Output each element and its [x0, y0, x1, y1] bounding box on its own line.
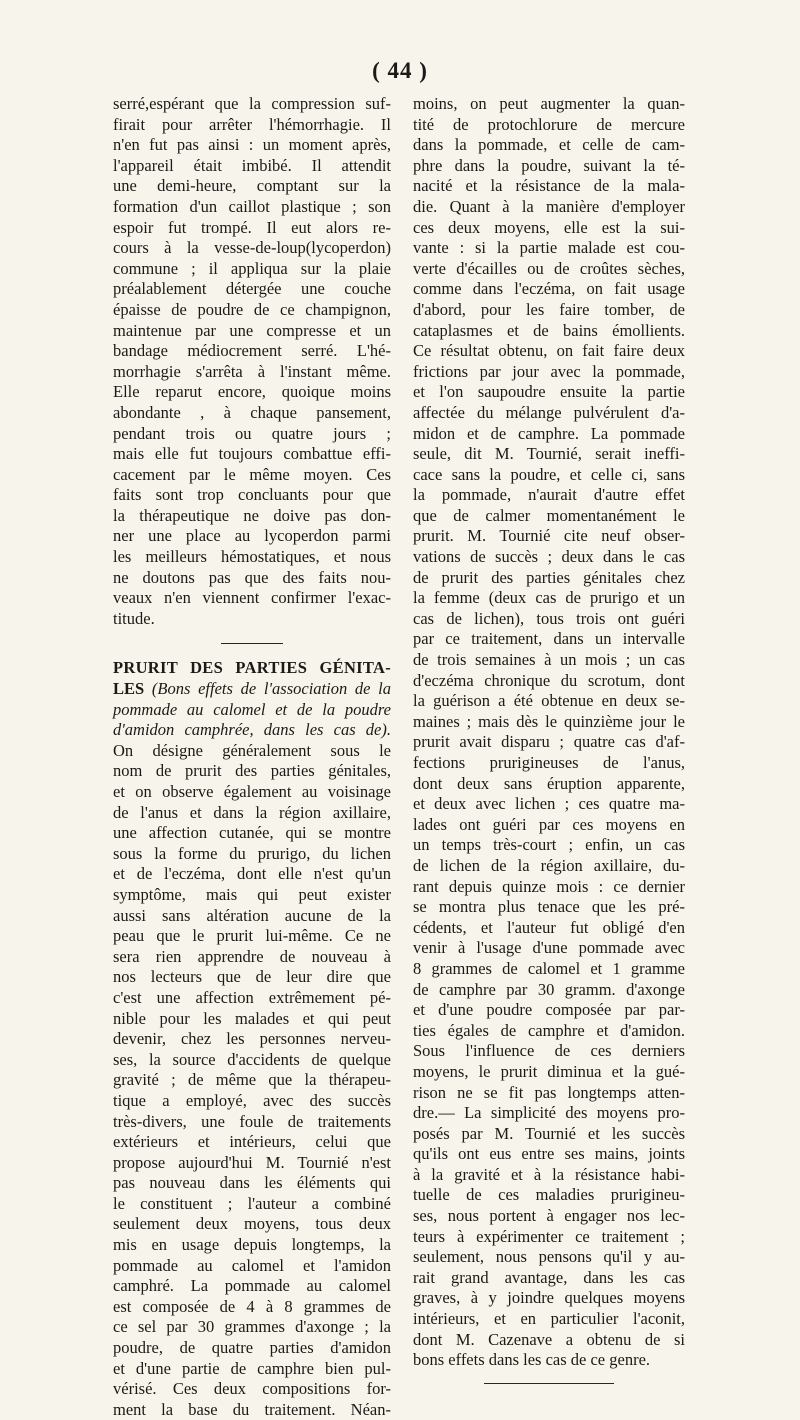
- text-line: et d'une partie de camphre bien pul-: [113, 1358, 391, 1378]
- text-line: dans la pommade, et celle de cam-: [413, 135, 685, 155]
- text-line: graves, à y joindre quelques moyens: [413, 1288, 685, 1308]
- text-line: rait grand avantage, dans les cas: [413, 1267, 685, 1287]
- text-line: les meilleurs hémostatiques, et nous: [113, 547, 391, 567]
- text-line: seulement deux moyens, tous deux: [113, 1214, 391, 1234]
- text-line: une demi-heure, comptant sur la: [113, 176, 391, 196]
- text-line: nom de prurit des parties génitales,: [113, 761, 391, 781]
- text-line: sera rien apprendre de nouveau à: [113, 946, 391, 966]
- text-line: et d'une poudre composée par par-: [413, 1000, 685, 1020]
- text-line: la femme (deux cas de prurigo et un: [413, 588, 685, 608]
- text-line: ce sel par 30 grammes d'axonge ; la: [113, 1317, 391, 1337]
- paragraph-hemorrhage: [113, 94, 391, 629]
- text-line: abondante , à chaque pansement,: [113, 402, 391, 422]
- heading-subtitle-3: d'amidon camphrée, dans les cas de).: [113, 720, 391, 740]
- text-line: commune ; il appliqua sur la plaie: [113, 258, 391, 278]
- text-line: la pommade, n'aurait d'autre effet: [413, 485, 685, 505]
- text-line: 8 grammes de calomel et 1 gramme: [413, 958, 685, 978]
- text-line: ces deux moyens, elle est la sui-: [413, 217, 685, 237]
- text-line: nible pour les malades et qui peut: [113, 1008, 391, 1028]
- text-line: prurit. M. Tournié cite neuf obser-: [413, 526, 685, 546]
- text-line: extérieurs et intérieurs, celui que: [113, 1132, 391, 1152]
- text-line: et de l'eczéma, dont elle n'est qu'un: [113, 864, 391, 884]
- text-line: de lichen de la région axillaire, du-: [413, 855, 685, 875]
- text-line: cours à la vesse-de-loup(lycoperdon): [113, 238, 391, 258]
- text-line: pas nouveau dans les éléments qui: [113, 1173, 391, 1193]
- text-line: ties égales de camphre et d'amidon.: [413, 1020, 685, 1040]
- text-line: vations de succès ; deux dans le cas: [413, 547, 685, 567]
- text-line: cace sans la poudre, et celle ci, sans: [413, 464, 685, 484]
- text-line: le constituent ; l'auteur a combiné: [113, 1193, 391, 1213]
- text-line: tique a employé, avec des succès: [113, 1090, 391, 1110]
- article-heading: [113, 658, 391, 740]
- text-line: nos lecteurs que de leur dire que: [113, 967, 391, 987]
- text-line: aussi sans altération aucune de la: [113, 905, 391, 925]
- text-line: prurit avait disparu ; quatre cas d'af-: [413, 732, 685, 752]
- text-line: venir à l'usage d'une pommade avec: [413, 938, 685, 958]
- text-line: et deux avec lichen ; ces quatre ma-: [413, 794, 685, 814]
- text-line: vérisé. Ces deux compositions for-: [113, 1379, 391, 1399]
- text-line: seule, dit M. Tournié, serait ineffi-: [413, 444, 685, 464]
- text-line: serré,espérant que la compression suf-: [113, 94, 391, 113]
- text-line: mais elle fut toujours combattue effi-: [113, 444, 391, 464]
- text-line: faits sont trop concluants pour que: [113, 485, 391, 505]
- text-line: préalablement détergée une couche: [113, 279, 391, 299]
- text-line: comme dans l'eczéma, on fait usage: [413, 279, 685, 299]
- text-line: que de calmer momentanément le: [413, 505, 685, 525]
- left-column: [113, 94, 391, 1420]
- heading-subtitle-1: (Bons effets de l'association de la: [151, 679, 392, 699]
- heading-title-line-2: [113, 679, 391, 700]
- text-line: rison ne se fit pas longtemps atten-: [413, 1082, 685, 1102]
- text-line: symptôme, mais qui peut exister: [113, 884, 391, 904]
- text-line: dont M. Cazenave a obtenu de si: [413, 1329, 685, 1349]
- text-line: l'appareil était imbibé. Il attendit: [113, 155, 391, 175]
- text-line: moyens, le prurit diminua et la gué-: [413, 1061, 685, 1081]
- text-line: ses, la source d'accidents de quelque: [113, 1049, 391, 1069]
- text-line: d'eczéma chronique du scrotum, dont: [413, 670, 685, 690]
- text-line: midon et de camphre. La pommade: [413, 423, 685, 443]
- right-column: [413, 94, 685, 1384]
- text-line: rant depuis quinze mois : ce dernier: [413, 876, 685, 896]
- text-line: ses, nous portent à engager nos lec-: [413, 1206, 685, 1226]
- text-line: espoir fut trompé. Il eut alors re-: [113, 217, 391, 237]
- text-line: se montra plus tenace que les pré-: [413, 897, 685, 917]
- text-line: teurs à expérimenter ce traitement ;: [413, 1226, 685, 1246]
- text-line: pommade au calomel et l'amidon: [113, 1255, 391, 1275]
- text-line: maintenue par une compresse et un: [113, 320, 391, 340]
- text-line: Ce résultat obtenu, on fait faire deux: [413, 341, 685, 361]
- text-line: maines ; mais dès le quinzième jour le: [413, 711, 685, 731]
- text-line: seulement, nous pensons qu'il y au-: [413, 1247, 685, 1267]
- text-line: posés par M. Tournié et les succès: [413, 1123, 685, 1143]
- heading-title-end: LES: [113, 679, 145, 699]
- text-line: cédents, et l'auteur fut obligé d'en: [413, 917, 685, 937]
- text-line: très-divers, une foule de traitements: [113, 1111, 391, 1131]
- text-line: est composée de 4 à 8 grammes de: [113, 1296, 391, 1316]
- text-line: une affection cutanée, qui se montre: [113, 823, 391, 843]
- text-line: ne doutons pas que des faits nou-: [113, 567, 391, 587]
- text-line: ment la base du traitement. Néan-: [113, 1399, 391, 1419]
- text-line: la thérapeutique ne doive pas don-: [113, 505, 391, 525]
- text-line: ner une place au lycoperdon parmi: [113, 526, 391, 546]
- text-line: de trois semaines à un mois ; un cas: [413, 650, 685, 670]
- text-line: affectée du mélange pulvérulent d'a-: [413, 402, 685, 422]
- text-line: sous la forme du prurigo, du lichen: [113, 843, 391, 863]
- text-line: de camphre par 30 gramm. d'axonge: [413, 979, 685, 999]
- text-line: bandage médiocrement serré. L'hé-: [113, 341, 391, 361]
- text-line: titude.: [113, 608, 155, 628]
- text-line: dont deux sans éruption apparente,: [413, 773, 685, 793]
- text-line: lades ont guéri par ces moyens en: [413, 814, 685, 834]
- heading-title-line-1: PRURIT DES PARTIES GÉNITA-: [113, 658, 391, 678]
- text-line: veaux n'en viennent confirmer l'exac-: [113, 588, 391, 608]
- text-line: la guérison a été obtenue en deux se-: [413, 691, 685, 711]
- text-line: épaisse de poudre de ce champignon,: [113, 299, 391, 319]
- text-line: mis en usage depuis longtemps, la: [113, 1235, 391, 1255]
- text-line: formation d'un caillot plastique ; son: [113, 196, 391, 216]
- text-line: fections prurigineuses de l'anus,: [413, 753, 685, 772]
- bottom-rule: [484, 1383, 614, 1384]
- text-line: propose aujourd'hui M. Tournié n'est: [113, 1152, 391, 1172]
- text-line: par ce traitement, dans un intervalle: [413, 629, 685, 649]
- text-line: n'en fut pas ainsi : un moment après,: [113, 135, 391, 155]
- text-line: gravité ; de même que la thérapeu-: [113, 1070, 391, 1090]
- text-line: cataplasmes et de bains émollients.: [413, 320, 685, 340]
- text-line: et l'on saupoudre ensuite la partie: [413, 382, 685, 402]
- text-line: phre dans la poudre, suivant la té-: [413, 155, 685, 175]
- text-line: bons effets dans les cas de ce genre.: [413, 1350, 651, 1370]
- text-line: vante : si la partie malade est cou-: [413, 238, 685, 258]
- text-line: verte d'écailles ou de croûtes sèches,: [413, 258, 685, 278]
- text-line: tuelle de ces maladies prurigineu-: [413, 1185, 685, 1205]
- paragraph-prurit: [113, 741, 391, 1420]
- text-line: moins, on peut augmenter la quan-: [413, 94, 685, 113]
- text-line: On désigne généralement sous le: [113, 740, 391, 760]
- text-line: poudre, de quatre parties d'amidon: [113, 1338, 391, 1358]
- text-line: devenir, chez les personnes nerveu-: [113, 1029, 391, 1049]
- text-line: cas de lichen), tous trois ont guéri: [413, 608, 685, 628]
- text-line: à la gravité et à la résistance habi-: [413, 1164, 685, 1184]
- text-line: Sous l'influence de ces derniers: [413, 1041, 685, 1061]
- text-line: d'abord, pour les faire tomber, de: [413, 299, 685, 319]
- text-line: intérieurs, et en particulier l'aconit,: [413, 1309, 685, 1329]
- page-number: ( 44 ): [372, 58, 428, 83]
- text-line: pendant trois ou quatre jours ;: [113, 423, 391, 443]
- text-line: de prurit des parties génitales chez: [413, 567, 685, 587]
- text-line: firait pour arrêter l'hémorrhagie. Il: [113, 114, 391, 134]
- text-line: de l'anus et dans la région axillaire,: [113, 802, 391, 822]
- section-divider: [221, 643, 283, 644]
- paragraph-continuation: [413, 94, 685, 1371]
- text-line: frictions par jour avec la pommade,: [413, 361, 685, 381]
- text-line: morrhagie s'arrêta à l'instant même.: [113, 361, 391, 381]
- heading-subtitle-2: pommade au calomel et de la poudre: [113, 699, 391, 719]
- text-line: qu'ils ont eus entre ses mains, joints: [413, 1144, 685, 1164]
- text-line: et on observe également au voisinage: [113, 782, 391, 801]
- text-line: un temps très-court ; enfin, un cas: [413, 835, 685, 855]
- text-line: nacité et la résistance de la mala-: [413, 176, 685, 196]
- text-line: tité de protochlorure de mercure: [413, 114, 685, 134]
- text-line: die. Quant à la manière d'employer: [413, 196, 685, 216]
- text-line: dre.— La simplicité des moyens pro-: [413, 1103, 685, 1123]
- text-line: camphré. La pommade au calomel: [113, 1276, 391, 1296]
- text-line: Elle reparut encore, quoique moins: [113, 382, 391, 402]
- text-line: peau que le prurit lui-même. Ce ne: [113, 926, 391, 946]
- text-line: c'est une affection extrêmement pé-: [113, 987, 391, 1007]
- text-line: cacement par le même moyen. Ces: [113, 464, 391, 484]
